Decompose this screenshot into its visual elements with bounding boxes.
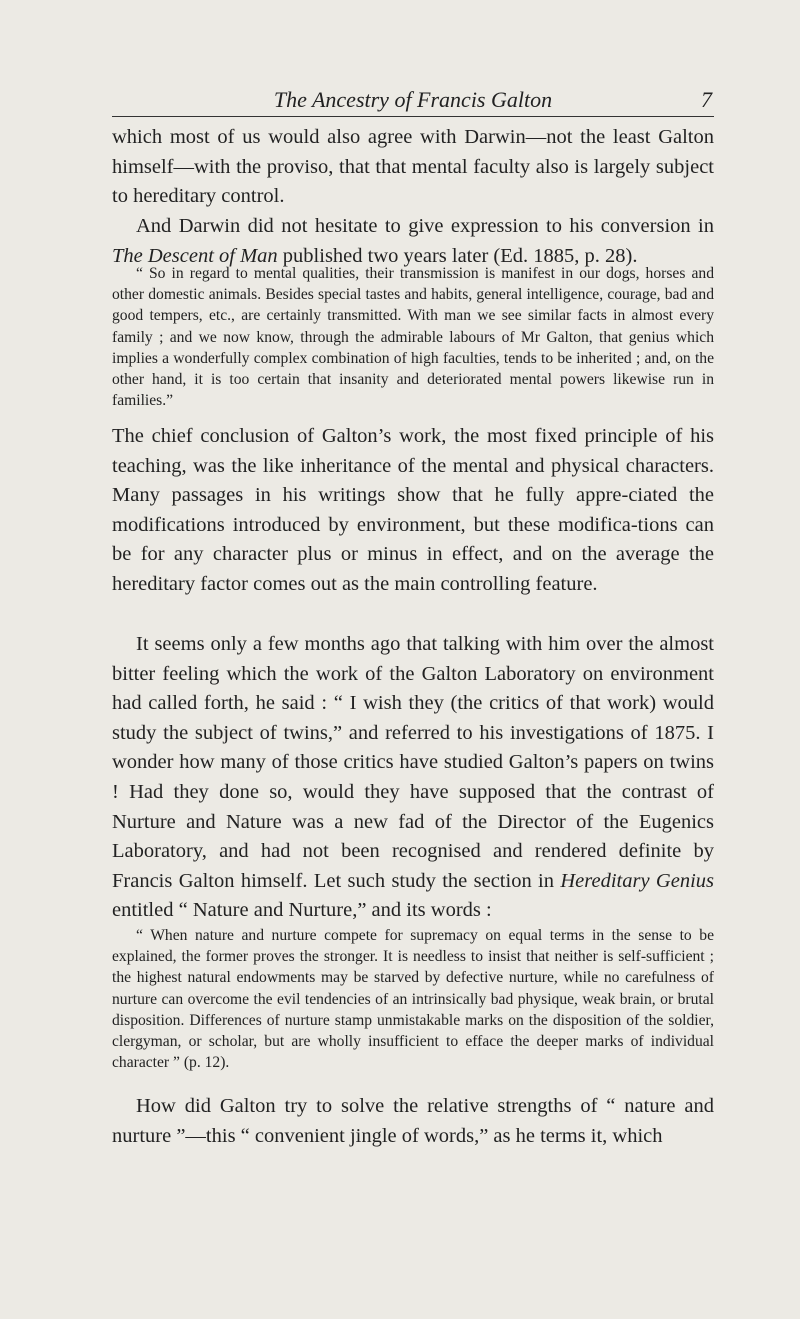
paragraph-4 [112,630,714,926]
paragraph-4-text-a: It seems only a few months ago that talking with him over the almost bitter feeling which the work of the Galton Laboratory on environment had called forth, he said : “ I wish they (the critics of that work) would study the subject of twins,” and referred to his investigations of 1875. I wonder how many of those critics have studied Galton’s papers on twins ! Had they done so, would they have supposed that the contrast of Nurture and Nature was a new fad of the Director of the Eugenics Laboratory, and had not been recognised and rendered definite by Francis Galton himself. Let such study the section in [112,633,714,892]
running-title: The Ancestry of Francis Galton [273,87,553,112]
quote-galton: “ When nature and nurture compete for supremacy on equal terms in the sense to be explained, the former proves the stronger. It is needless to insist that neither is self-sufficient ; the highest natural endowments may be starved by defective nurture, while no carefulness of nurture can overcome the evil tendencies of an intrinsically bad physique, weak brain, or brutal disposition. Differences of nurture stamp unmistakable marks on the disposition of the soldier, clergyman, or scholar, but are wholly insufficient to efface the deeper marks of individual character ” (p. 12). [112,927,714,1072]
paragraph-1: which most of us would also agree with Darwin—not the least Galton himself—with the proviso, that that mental faculty also is largely subject to hereditary control. [112,126,714,208]
book-title-hereditary-genius: Hereditary Genius [560,869,714,892]
paragraph-2-text-a: And Darwin did not hesitate to give expression to his conversion in [136,215,714,237]
paragraph-4-text-b: entitled “ Nature and Nurture,” and its words : [112,899,492,922]
paragraph-3: The chief conclusion of Galton’s work, the most fixed principle of his teaching, was the like inheritance of the mental and physical characters. Many passages in his writings show that he fully appre-ciated the modifications introduced by environment, but these modifica-tions can be for any character plus or minus in effect, and on the average the hereditary factor comes out as the main controlling feature. [112,425,714,595]
book-title-descent-of-man: The Descent of Man [112,244,278,267]
paragraph-2-text-b: published two years later (Ed. 1885, p. 28). [277,244,638,267]
page-number: 7 [701,87,712,112]
running-header [112,88,714,117]
quote-darwin: “ So in regard to mental qualities, their transmission is manifest in our dogs, horses and other domestic animals. Besides special tastes and habits, general intelligence, courage, bad and good tempers, etc., are certainly transmitted. With man we see similar facts in almost every family ; and we now know, through the admirable labours of Mr Galton, that genius which implies a wonderfully complex combination of high faculties, tends to be inherited ; and, on the other hand, it is too certain that insanity and deteriorated mental powers likewise run in families.” [112,265,714,410]
paragraph-5: How did Galton try to solve the relative strengths of “ nature and nurture ”—this “ convenient jingle of words,” as he terms it, which [112,1095,714,1147]
